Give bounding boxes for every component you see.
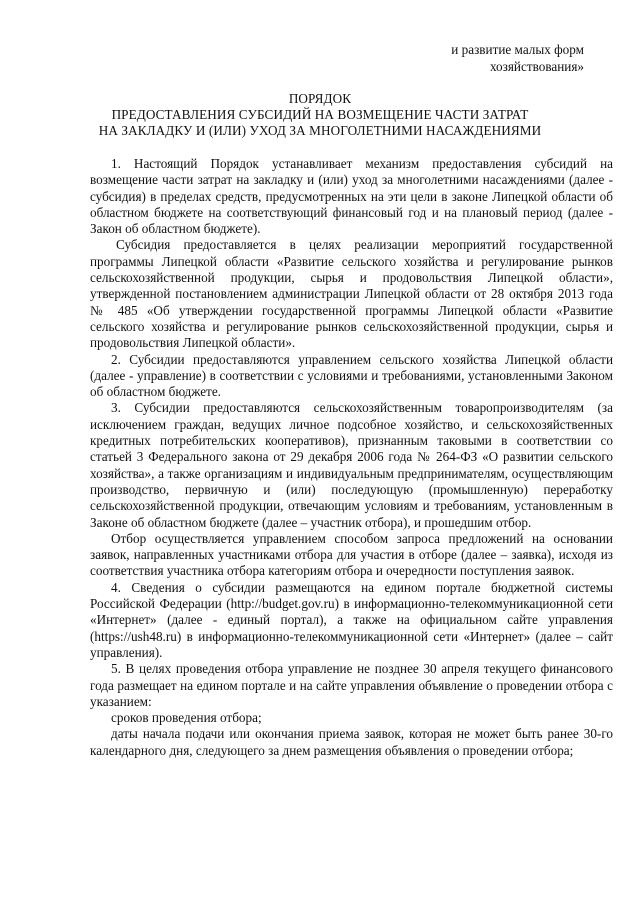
paragraph-6: 4. Сведения о субсидии размещаются на едином портале бюджетной системы Российской Федерации (http://budget.gov.ru) в информационно-телекоммуникационной сети «Интернет» (далее - единый портал), а также на официальном сайте управления (https://ush48.ru) в информационно-телекоммуникационной сети «Интернет» (далее – сайт управления). — [90, 579, 613, 660]
paragraph-3: 2. Субсидии предоставляются управлением сельского хозяйства Липецкой области (далее - управление) в соответствии с условиями и требованиями, установленными Законом об областном бюджете. — [90, 351, 613, 400]
paragraph-4: 3. Субсидии предоставляются сельскохозяйственным товаропроизводителям (за исключением граждан, ведущих личное подсобное хозяйство, и сельскохозяйственных кредитных потребительских кооперативов), признанным таковыми в соответствии со статьей 3 Федерального закона от 29 декабря 2006 года № 264-ФЗ «О развитии сельского хозяйства», а также организациям и индивидуальным предпринимателям, осуществляющим производство, первичную и (или) последующую (промышленную) переработку сельскохозяйственной продукции, отвечающим условиям и требованиям, установленным в Законе об областном бюджете (далее – участник отбора), и прошедшим отбор. — [90, 400, 613, 530]
header-note-line-1: и развитие малых форм — [451, 42, 584, 57]
paragraph-8: сроков проведения отбора; — [111, 710, 262, 726]
paragraph-2: Субсидия предоставляется в целях реализации мероприятий государственной программы Липецкой области «Развитие сельского хозяйства и регулирование рынков сельскохозяйственной продукции, сырья и продовольствия Липецкой области», утвержденной постановлением администрации Липецкой области от 28 октября 2013 года № 485 «Об утверждении государственной программы Липецкой области «Развитие сельского хозяйства и регулирование рынков сельскохозяйственной продукции, сырья и продовольствия Липецкой области». — [90, 237, 613, 351]
header-note-line-2: хозяйствования» — [489, 59, 584, 74]
document-body — [90, 156, 613, 759]
title-line-1: ПОРЯДОК — [288, 91, 352, 106]
paragraph-1: 1. Настоящий Порядок устанавливает механизм предоставления субсидий на возмещение части затрат на закладку и (или) уход за многолетними насаждениями (далее - субсидия) в пределах средств, предусмотренных на эти цели в законе Липецкой области об областном бюджете на соответствующий финансовый год и на плановый период (далее - Закон об областном бюджете). — [90, 156, 613, 237]
title-line-2: ПРЕДОСТАВЛЕНИЯ СУБСИДИЙ НА ВОЗМЕЩЕНИЕ ЧАСТИ ЗАТРАТ — [111, 107, 529, 122]
paragraph-7: 5. В целях проведения отбора управление не позднее 30 апреля текущего финансового года размещает на едином портале и на сайте управления объявление о проведении отбора с указанием: — [90, 661, 613, 709]
document-title — [56, 91, 584, 139]
title-line-3: НА ЗАКЛАДКУ И (ИЛИ) УХОД ЗА МНОГОЛЕТНИМИ НАСАЖДЕНИЯМИ — [98, 123, 542, 138]
paragraph-9: даты начала подачи или окончания приема заявок, которая не может быть ранее 30-го календарного дня, следующего за днем размещения объявления о проведении отбора; — [90, 726, 613, 758]
appendix-header-note — [451, 41, 584, 75]
paragraph-5: Отбор осуществляется управлением способом запроса предложений на основании заявок, направленных участниками отбора для участия в отборе (далее – заявка), исходя из соответствия участника отбора категориям отбора и очередности поступления заявок. — [90, 530, 613, 579]
